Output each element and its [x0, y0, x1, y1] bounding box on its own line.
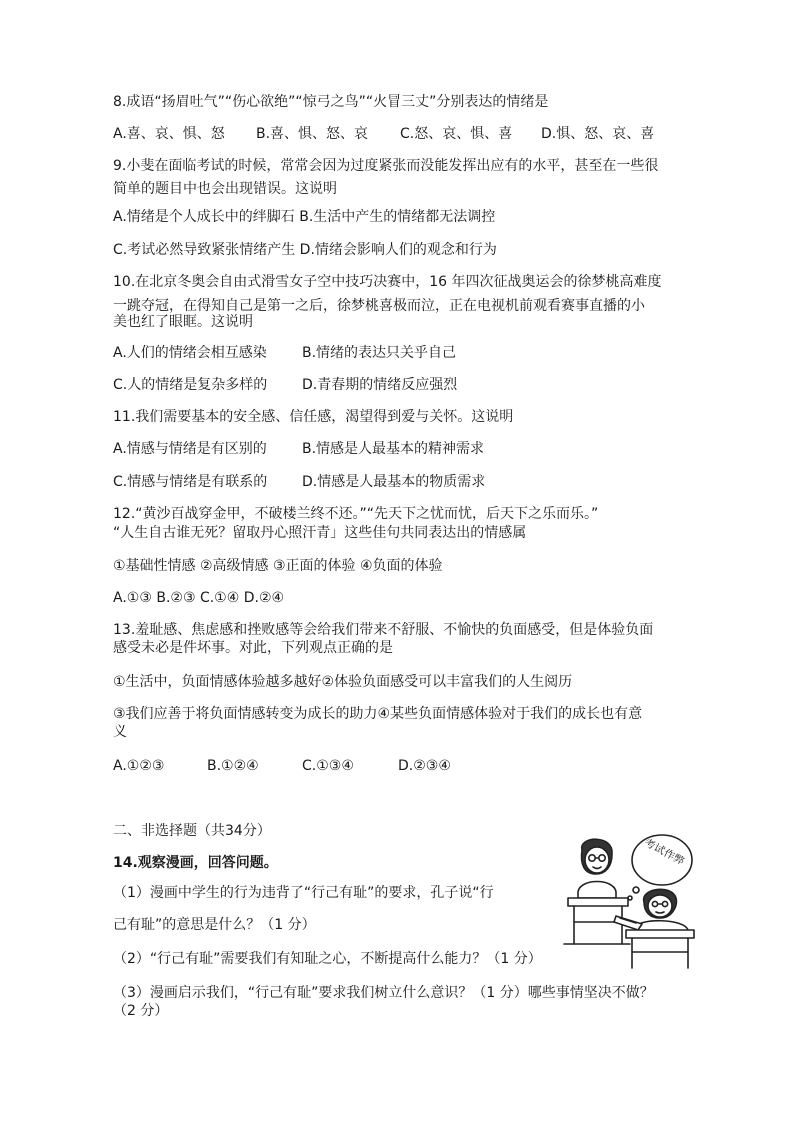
cartoon-drawing — [560, 832, 700, 970]
q12-stem-line1: 12.“黄沙百战穿金甲，不破楼兰终不还。”“先天下之忧而忧，后天下之乐而乐。” — [113, 506, 599, 522]
q10-option-b: B.情绪的表达只关乎自己 — [302, 345, 457, 361]
cartoon-sign-line1: 考试作弊 — [641, 837, 683, 866]
q10-option-c: C.人的情绪是复杂多样的 — [113, 377, 268, 393]
q11-option-a: A.情感与情绪是有区别的 — [113, 441, 267, 457]
q11-option-b: B.情感是人最基本的精神需求 — [302, 441, 485, 457]
q11-option-c: C.情感与情绪是有联系的 — [113, 474, 268, 490]
q8-option-c: C.怒、哀、惧、喜 — [400, 126, 513, 142]
q13-stem-line1: 13.羞耻感、焦虑感和挫败感等会给我们带来不舒服、不愉快的负面感受，但是体验负面 — [113, 622, 654, 638]
q13-option-b: B.①②④ — [207, 758, 259, 774]
cheating-cartoon — [560, 832, 700, 970]
q10-option-a: A.人们的情绪会相互感染 — [113, 345, 267, 361]
q13-option-d: D.②③④ — [398, 758, 451, 774]
q12-choices: ①基础性情感 ②高级情感 ③正面的体验 ④负面的体验 — [113, 558, 443, 574]
q13-choices-line2b: 义 — [113, 724, 127, 740]
q10-stem-line1: 10.在北京冬奥会自由式滑雪女子空中技巧决赛中，16 年四次征战奥运会的徐梦桃高难度 — [113, 274, 662, 290]
q13-stem-line2: 感受未必是件坏事。对此，下列观点正确的是 — [113, 640, 393, 656]
q9-options-line1: A.情绪是个人成长中的绊脚石 B.生活中产生的情绪都无法调控 — [113, 209, 496, 225]
q10-stem-line2: 一跳夺冠，在得知自己是第一之后，徐梦桃喜极而泣，正在电视机前观看赛事直播的小 — [113, 298, 645, 314]
q14-sub1-line1: （1）漫画中学生的行为违背了“行己有耻”的要求，孔子说“行 — [113, 885, 494, 901]
q8-option-b: B.喜、惧、怒、哀 — [256, 126, 369, 142]
q9-options-line2: C.考试必然导致紧张情绪产生 D.情绪会影响人们的观念和行为 — [113, 242, 497, 258]
q11-option-d: D.情感是人最基本的物质需求 — [302, 474, 486, 490]
q10-option-d: D.青春期的情绪反应强烈 — [302, 377, 458, 393]
q9-stem-line1: 9.小斐在面临考试的时候，常常会因为过度紧张而没能发挥出应有的水平，甚至在一些很 — [113, 158, 659, 174]
q14-sub2: （2）“行己有耻”需要我们有知耻之心，不断提高什么能力？（1 分） — [113, 951, 542, 967]
q13-choices-line1: ①生活中，负面情感体验越多越好②体验负面感受可以丰富我们的人生阅历 — [113, 674, 573, 690]
q14-stem: 14.观察漫画，回答问题。 — [113, 855, 278, 871]
q11-stem: 11.我们需要基本的安全感、信任感，渴望得到爱与关怀。这说明 — [113, 409, 514, 425]
q10-stem-line3: 美也红了眼眶。这说明 — [113, 314, 253, 330]
q9-stem-line2: 简单的题目中也会出现错误。这说明 — [113, 181, 337, 197]
q8-option-a: A.喜、哀、惧、怒 — [113, 126, 225, 142]
q14-sub3-line2: （2 分） — [113, 1003, 169, 1019]
q14-sub1-line2: 己有耻”的意思是什么？（1 分） — [113, 917, 316, 933]
q13-option-a: A.①②③ — [113, 758, 165, 774]
q8-stem: 8.成语“扬眉吐气”“伤心欲绝”“惊弓之鸟”“火冒三丈”分别表达的情绪是 — [113, 94, 549, 110]
q13-choices-line2a: ③我们应善于将负面情感转变为成长的助力④某些负面情感体验对于我们的成长也有意 — [113, 706, 643, 722]
q12-options: A.①③ B.②③ C.①④ D.②④ — [113, 590, 285, 606]
q8-option-d: D.惧、怒、哀、喜 — [541, 126, 655, 142]
q13-option-c: C.①③④ — [302, 758, 354, 774]
section-title: 二、非选择题（共34分） — [113, 823, 271, 839]
q12-stem-line2: “人生自古谁无死？留取丹心照汗青」这些佳句共同表达出的情感属 — [113, 525, 527, 541]
q14-sub3-line1: （3）漫画启示我们，“行己有耻”要求我们树立什么意识？（1 分）哪些事情坚决不做？ — [113, 985, 654, 1001]
